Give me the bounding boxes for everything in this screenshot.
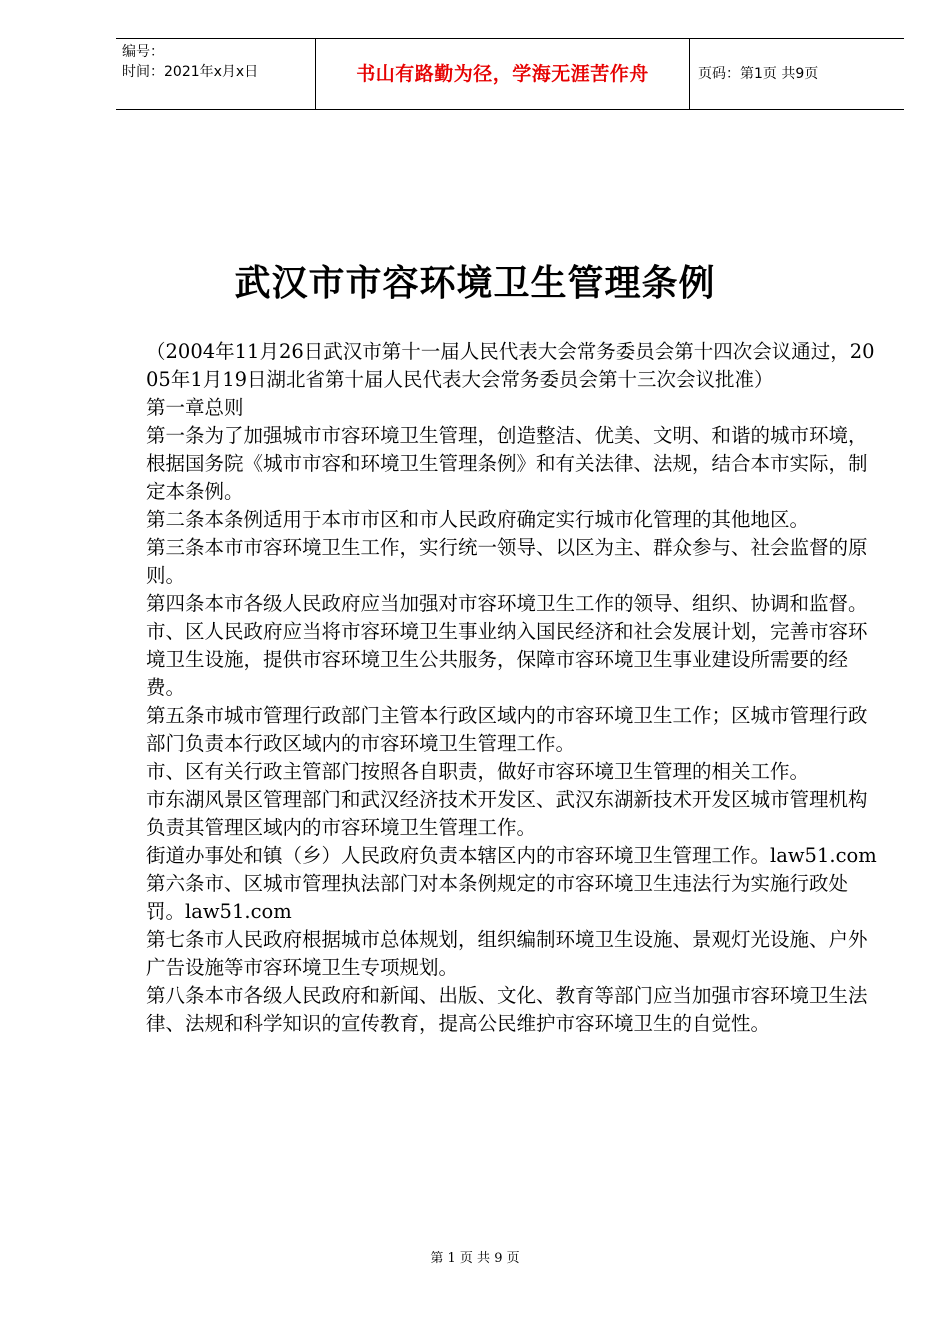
paragraph: 第一条为了加强城市市容环境卫生管理，创造整洁、优美、文明、和谐的城市环境，根据国务院《城市市容和环境卫生管理条例》和有关法律、法规，结合本市实际，制定本条例。 (146, 424, 868, 503)
document-body (146, 338, 882, 1038)
document-title: 武汉市市容环境卫生管理条例 (234, 263, 716, 304)
paragraph: 第八条本市各级人民政府和新闻、出版、文化、教育等部门应当加强市容环境卫生法律、法规和科学知识的宣传教育，提高公民维护市容环境卫生的自觉性。 (146, 984, 868, 1035)
paragraph: 第六条市、区城市管理执法部门对本条例规定的市容环境卫生违法行为实施行政处罚。law51.com (146, 872, 849, 923)
page-footer: 第 1 页 共 9 页 (430, 1251, 520, 1266)
header-motto: 书山有路勤为径，学海无涯苦作舟 (316, 39, 690, 109)
paragraph: 第五条市城市管理行政部门主管本行政区域内的市容环境卫生工作；区城市管理行政部门负责本行政区域内的市容环境卫生管理工作。 (146, 704, 868, 755)
header-number-label: 编号： (122, 44, 164, 60)
paragraph: 街道办事处和镇（乡）人民政府负责本辖区内的市容环境卫生管理工作。law51.com (146, 844, 877, 867)
paragraph: （2004年11月26日武汉市第十一届人民代表大会常务委员会第十四次会议通过，2005年1月19日湖北省第十届人民代表大会常务委员会第十三次会议批准） (146, 340, 875, 391)
header-time-label: 时间：2021年x月x日 (122, 64, 259, 80)
paragraph: 市东湖风景区管理部门和武汉经济技术开发区、武汉东湖新技术开发区城市管理机构负责其管理区域内的市容环境卫生管理工作。 (146, 788, 868, 839)
header-page-info: 页码：第1页 共9页 (698, 66, 819, 82)
paragraph: 第二条本条例适用于本市市区和市人民政府确定实行城市化管理的其他地区。 (146, 508, 810, 531)
header-meta-cell (116, 39, 316, 109)
paragraph: 第七条市人民政府根据城市总体规划，组织编制环境卫生设施、景观灯光设施、户外广告设施等市容环境卫生专项规划。 (146, 928, 868, 979)
paragraph: 第三条本市市容环境卫生工作，实行统一领导、以区为主、群众参与、社会监督的原则。 (146, 536, 868, 587)
paragraph: 市、区人民政府应当将市容环境卫生事业纳入国民经济和社会发展计划，完善市容环境卫生设施，提供市容环境卫生公共服务，保障市容环境卫生事业建设所需要的经费。 (146, 620, 868, 699)
chapter-heading: 第一章总则 (146, 396, 244, 419)
paragraph: 第四条本市各级人民政府应当加强对市容环境卫生工作的领导、组织、协调和监督。 (146, 592, 868, 615)
paragraph: 市、区有关行政主管部门按照各自职责，做好市容环境卫生管理的相关工作。 (146, 760, 810, 783)
page-header (116, 38, 904, 110)
